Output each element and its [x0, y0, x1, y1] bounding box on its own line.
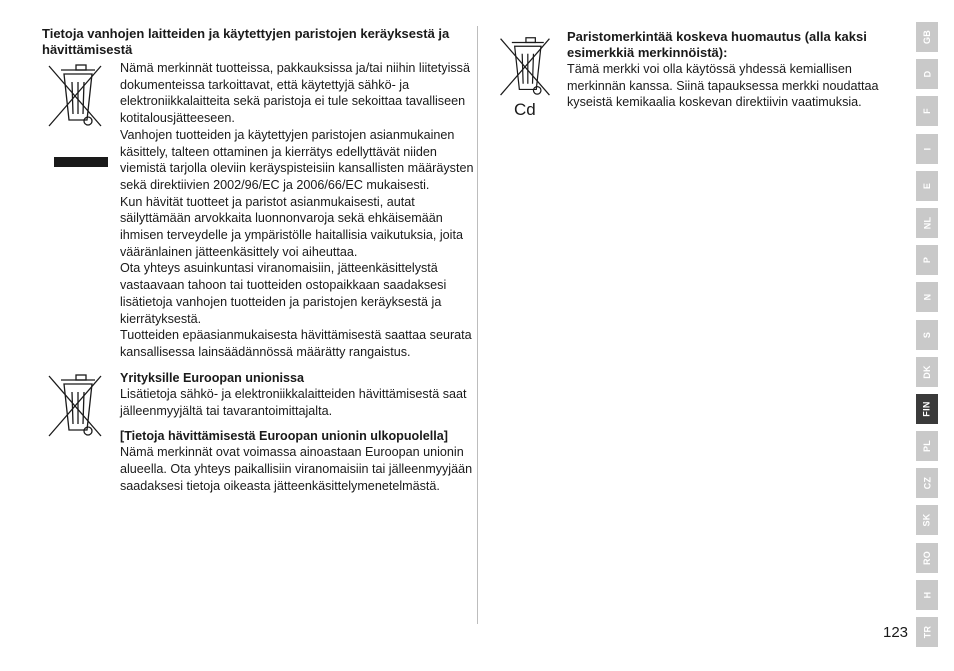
tab-fin[interactable]: FIN	[916, 394, 938, 424]
paragraph: Tämä merkki voi olla käytössä yhdessä kemiallisen merkinnän kanssa. Siinä tapauksessa merkki noudattaa kyseistä kemikaalia koskevan direktiivin vaatimuksia.	[567, 62, 879, 110]
paragraph: Lisätietoja sähkö- ja elektroniikkalaitteiden hävittämisestä saat jälleenmyyjältä tai tavarantoimittajalta.	[120, 387, 467, 419]
business-disposal-block	[42, 370, 474, 495]
tab-e[interactable]: E	[916, 171, 938, 201]
cadmium-symbol: Cd	[514, 100, 536, 119]
crossed-out-wheelie-bin-icon	[42, 60, 108, 128]
paragraph: Vanhojen tuotteiden ja käytettyjen paristojen asianmukainen käsittely, talteen ottaminen ja kierrätys edellyttävät niiden viemistä tarjolla oleviin keräyspisteisiin kansallisten määräysten sekä direktiivien 2002/96/EC ja 2006/66/EC mukaisesti.	[120, 127, 474, 192]
battery-marking-text	[567, 29, 914, 111]
business-disposal-text	[120, 370, 474, 495]
paragraph: Nämä merkinnät tuotteissa, pakkauksissa ja/tai niihin liitetyissä dokumenteissa tarkoittavat, että käytettyjä sähkö- ja elektroniikkalaitteita sekä paristoja ei tule sekoittaa tavalliseen kotitalousjätteeseen.	[120, 61, 470, 126]
language-tabs	[916, 22, 938, 654]
tab-ro[interactable]: RO	[916, 543, 938, 573]
tab-nl[interactable]: NL	[916, 208, 938, 238]
tab-pl[interactable]: PL	[916, 431, 938, 461]
right-column	[494, 29, 914, 119]
tab-s[interactable]: S	[916, 320, 938, 350]
consumer-icon-group	[42, 60, 108, 167]
consumer-disposal-text	[120, 60, 474, 361]
crossed-out-wheelie-bin-icon	[42, 370, 108, 438]
tab-sk[interactable]: SK	[916, 505, 938, 535]
tab-dk[interactable]: DK	[916, 357, 938, 387]
tab-h[interactable]: H	[916, 580, 938, 610]
tab-f[interactable]: F	[916, 96, 938, 126]
left-column	[42, 26, 474, 495]
tab-d[interactable]: D	[916, 59, 938, 89]
crossed-out-wheelie-bin-icon	[494, 31, 556, 99]
black-bar-marking	[54, 157, 108, 167]
paragraph: Tuotteiden epäasianmukaisesta hävittämisestä saattaa seurata kansallisessa lainsäädännössä määrätty rangaistus.	[120, 328, 472, 359]
tab-p[interactable]: P	[916, 245, 938, 275]
business-heading: Yrityksille Euroopan unionissa	[120, 370, 305, 385]
tab-cz[interactable]: CZ	[916, 468, 938, 498]
battery-marking-block	[494, 29, 914, 119]
outside-eu-heading: [Tietoja hävittämisestä Euroopan unionin ulkopuolella]	[120, 428, 448, 443]
column-divider	[477, 26, 478, 624]
tab-tr[interactable]: TR	[916, 617, 938, 647]
paragraph: Kun hävität tuotteet ja paristot asianmukaisesti, autat säilyttämään arvokkaita luonnonvaroja sekä ehkäisemään ihmisen terveydelle ja ympäristölle haitallisia vaikutuksia, joita vääränlainen jätteenkäsittely voi aiheuttaa.	[120, 194, 463, 259]
paragraph: Nämä merkinnät ovat voimassa ainoastaan Euroopan unionin alueella. Ota yhteys paikallisiin viranomaisiin tai jälleenmyyjään saadaksesi tietoja oikeasta jätteenkäsittelymenetelmästä.	[120, 445, 473, 493]
disposal-section-title: Tietoja vanhojen laitteiden ja käytettyjen paristojen keräyksestä ja hävittämisestä	[42, 26, 450, 57]
tab-gb[interactable]: GB	[916, 22, 938, 52]
tab-i[interactable]: I	[916, 134, 938, 164]
page-number: 123	[883, 624, 909, 641]
business-icon-group	[42, 370, 108, 443]
tab-n[interactable]: N	[916, 282, 938, 312]
paragraph: Ota yhteys asuinkuntasi viranomaisiin, jätteenkäsittelystä vastaavaan tahoon tai tuotteiden ostopaikkaan saadaksesi lisätietoja vanhojen tuotteiden ja paristojen keräyksestä ja kierrätyksestä.	[120, 261, 447, 326]
consumer-disposal-block	[42, 60, 474, 361]
battery-section-title: Paristomerkintää koskeva huomautus (alla kaksi esimerkkiä merkinnöistä):	[567, 29, 867, 60]
battery-icon-group	[494, 31, 560, 119]
